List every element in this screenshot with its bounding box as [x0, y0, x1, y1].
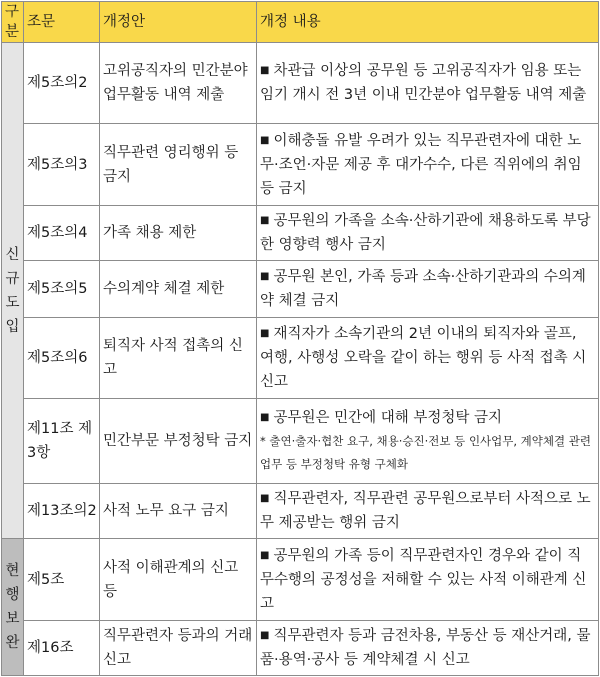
- detail-text: 차관급 이상의 공무원 등 고위공직자가 임용 또는 임기 개시 전 3년 이내 민간분야 업무활동 내역 제출: [260, 63, 587, 103]
- category-char: 행: [5, 587, 20, 603]
- detail-text: 직무관련자, 직무관련 공무원으로부터 사적으로 노무 제공받는 행위 금지: [260, 491, 591, 531]
- article-cell: 제5조의4: [24, 206, 100, 261]
- proposal-cell: 민간부문 부정청탁 금지: [100, 399, 257, 484]
- detail-text: 공무원 본인, 가족 등과 소속·산하기관과의 수의계약 체결 금지: [260, 269, 586, 309]
- detail-cell: [257, 124, 599, 206]
- header-category: 구분: [2, 2, 24, 43]
- detail-text: 재직자가 소속기관의 2년 이내의 퇴직자와 골프, 여행, 사행성 오락을 같이 하는 행위 등 사적 접촉 시 신고: [260, 326, 587, 390]
- article-cell: 제13조의2: [24, 484, 100, 539]
- header-article: 조문: [24, 2, 100, 43]
- table-row: [2, 399, 599, 484]
- table-row: [2, 539, 599, 621]
- category-char: 완: [5, 635, 20, 651]
- article-cell: 제5조의2: [24, 43, 100, 124]
- bullet-icon: ■: [260, 271, 270, 282]
- category-char: 현: [5, 563, 20, 579]
- detail-cell: [257, 484, 599, 539]
- header-detail: 개정 내용: [257, 2, 599, 43]
- proposal-cell: 직무관련자 등과의 거래 신고: [100, 621, 257, 676]
- detail-cell: [257, 261, 599, 318]
- detail-text: 직무관련자 등과 금전차용, 부동산 등 재산거래, 물품·용역·공사 등 계약체결 시 신고: [260, 628, 591, 668]
- article-cell: 제5조의3: [24, 124, 100, 206]
- article-cell: 제11조 제3항: [24, 399, 100, 484]
- detail-text: 공무원은 민간에 대해 부정청탁 금지: [273, 410, 502, 426]
- table-row: [2, 124, 599, 206]
- bullet-icon: ■: [260, 493, 270, 504]
- bullet-icon: ■: [260, 65, 270, 76]
- detail-note: * 출연·출자·협찬 요구, 채용·승진·전보 등 인사업무, 계약체결 관련 업무 등 부정청탁 유형 구체화: [260, 434, 591, 471]
- bullet-icon: ■: [260, 549, 270, 561]
- detail-main-line: [260, 406, 595, 430]
- detail-cell: [257, 43, 599, 124]
- bullet-icon: ■: [260, 215, 270, 226]
- bullet-icon: ■: [260, 134, 270, 146]
- category-char: 신: [5, 246, 20, 263]
- proposal-cell: 고위공직자의 민간분야 업무활동 내역 제출: [100, 43, 257, 124]
- article-cell: 제5조: [24, 539, 100, 621]
- bullet-icon: ■: [260, 630, 270, 641]
- table-row: [2, 206, 599, 261]
- bullet-icon: ■: [260, 412, 270, 423]
- detail-text: 이해충돌 유발 우려가 있는 직무관련자에 대한 노무·조언·자문 제공 후 대가수수, 다른 직위에의 취임 등 금지: [260, 132, 582, 197]
- article-cell: 제5조의6: [24, 318, 100, 399]
- detail-text: 공무원의 가족을 소속·산하기관에 채용하도록 부당한 영향력 행사 금지: [260, 213, 591, 253]
- category-char: 입: [5, 318, 20, 335]
- article-cell: 제5조의5: [24, 261, 100, 318]
- detail-cell: [257, 621, 599, 676]
- table-row: [2, 621, 599, 676]
- proposal-cell: 직무관련 영리행위 등 금지: [100, 124, 257, 206]
- category-new-introduction: [2, 43, 24, 539]
- header-row: [2, 2, 599, 43]
- table-row: [2, 318, 599, 399]
- proposal-cell: 수의계약 체결 제한: [100, 261, 257, 318]
- detail-text: 공무원의 가족 등이 직무관련자인 경우와 같이 직무수행의 공정성을 저해할 수 있는 사적 이해관계 신고: [260, 547, 587, 612]
- table-row: [2, 43, 599, 124]
- category-current-supplement: [2, 539, 24, 676]
- table-row: [2, 261, 599, 318]
- reform-table: [1, 1, 599, 676]
- category-char: 보: [5, 611, 20, 627]
- detail-cell: [257, 399, 599, 484]
- proposal-cell: 가족 채용 제한: [100, 206, 257, 261]
- detail-cell: [257, 539, 599, 621]
- category-char: 규: [5, 270, 20, 287]
- detail-cell: [257, 318, 599, 399]
- proposal-cell: 사적 노무 요구 금지: [100, 484, 257, 539]
- proposal-cell: 사적 이해관계의 신고 등: [100, 539, 257, 621]
- bullet-icon: ■: [260, 328, 270, 339]
- detail-cell: [257, 206, 599, 261]
- proposal-cell: 퇴직자 사적 접촉의 신고: [100, 318, 257, 399]
- table-row: [2, 484, 599, 539]
- category-char: 도: [5, 294, 20, 311]
- header-proposal: 개정안: [100, 2, 257, 43]
- article-cell: 제16조: [24, 621, 100, 676]
